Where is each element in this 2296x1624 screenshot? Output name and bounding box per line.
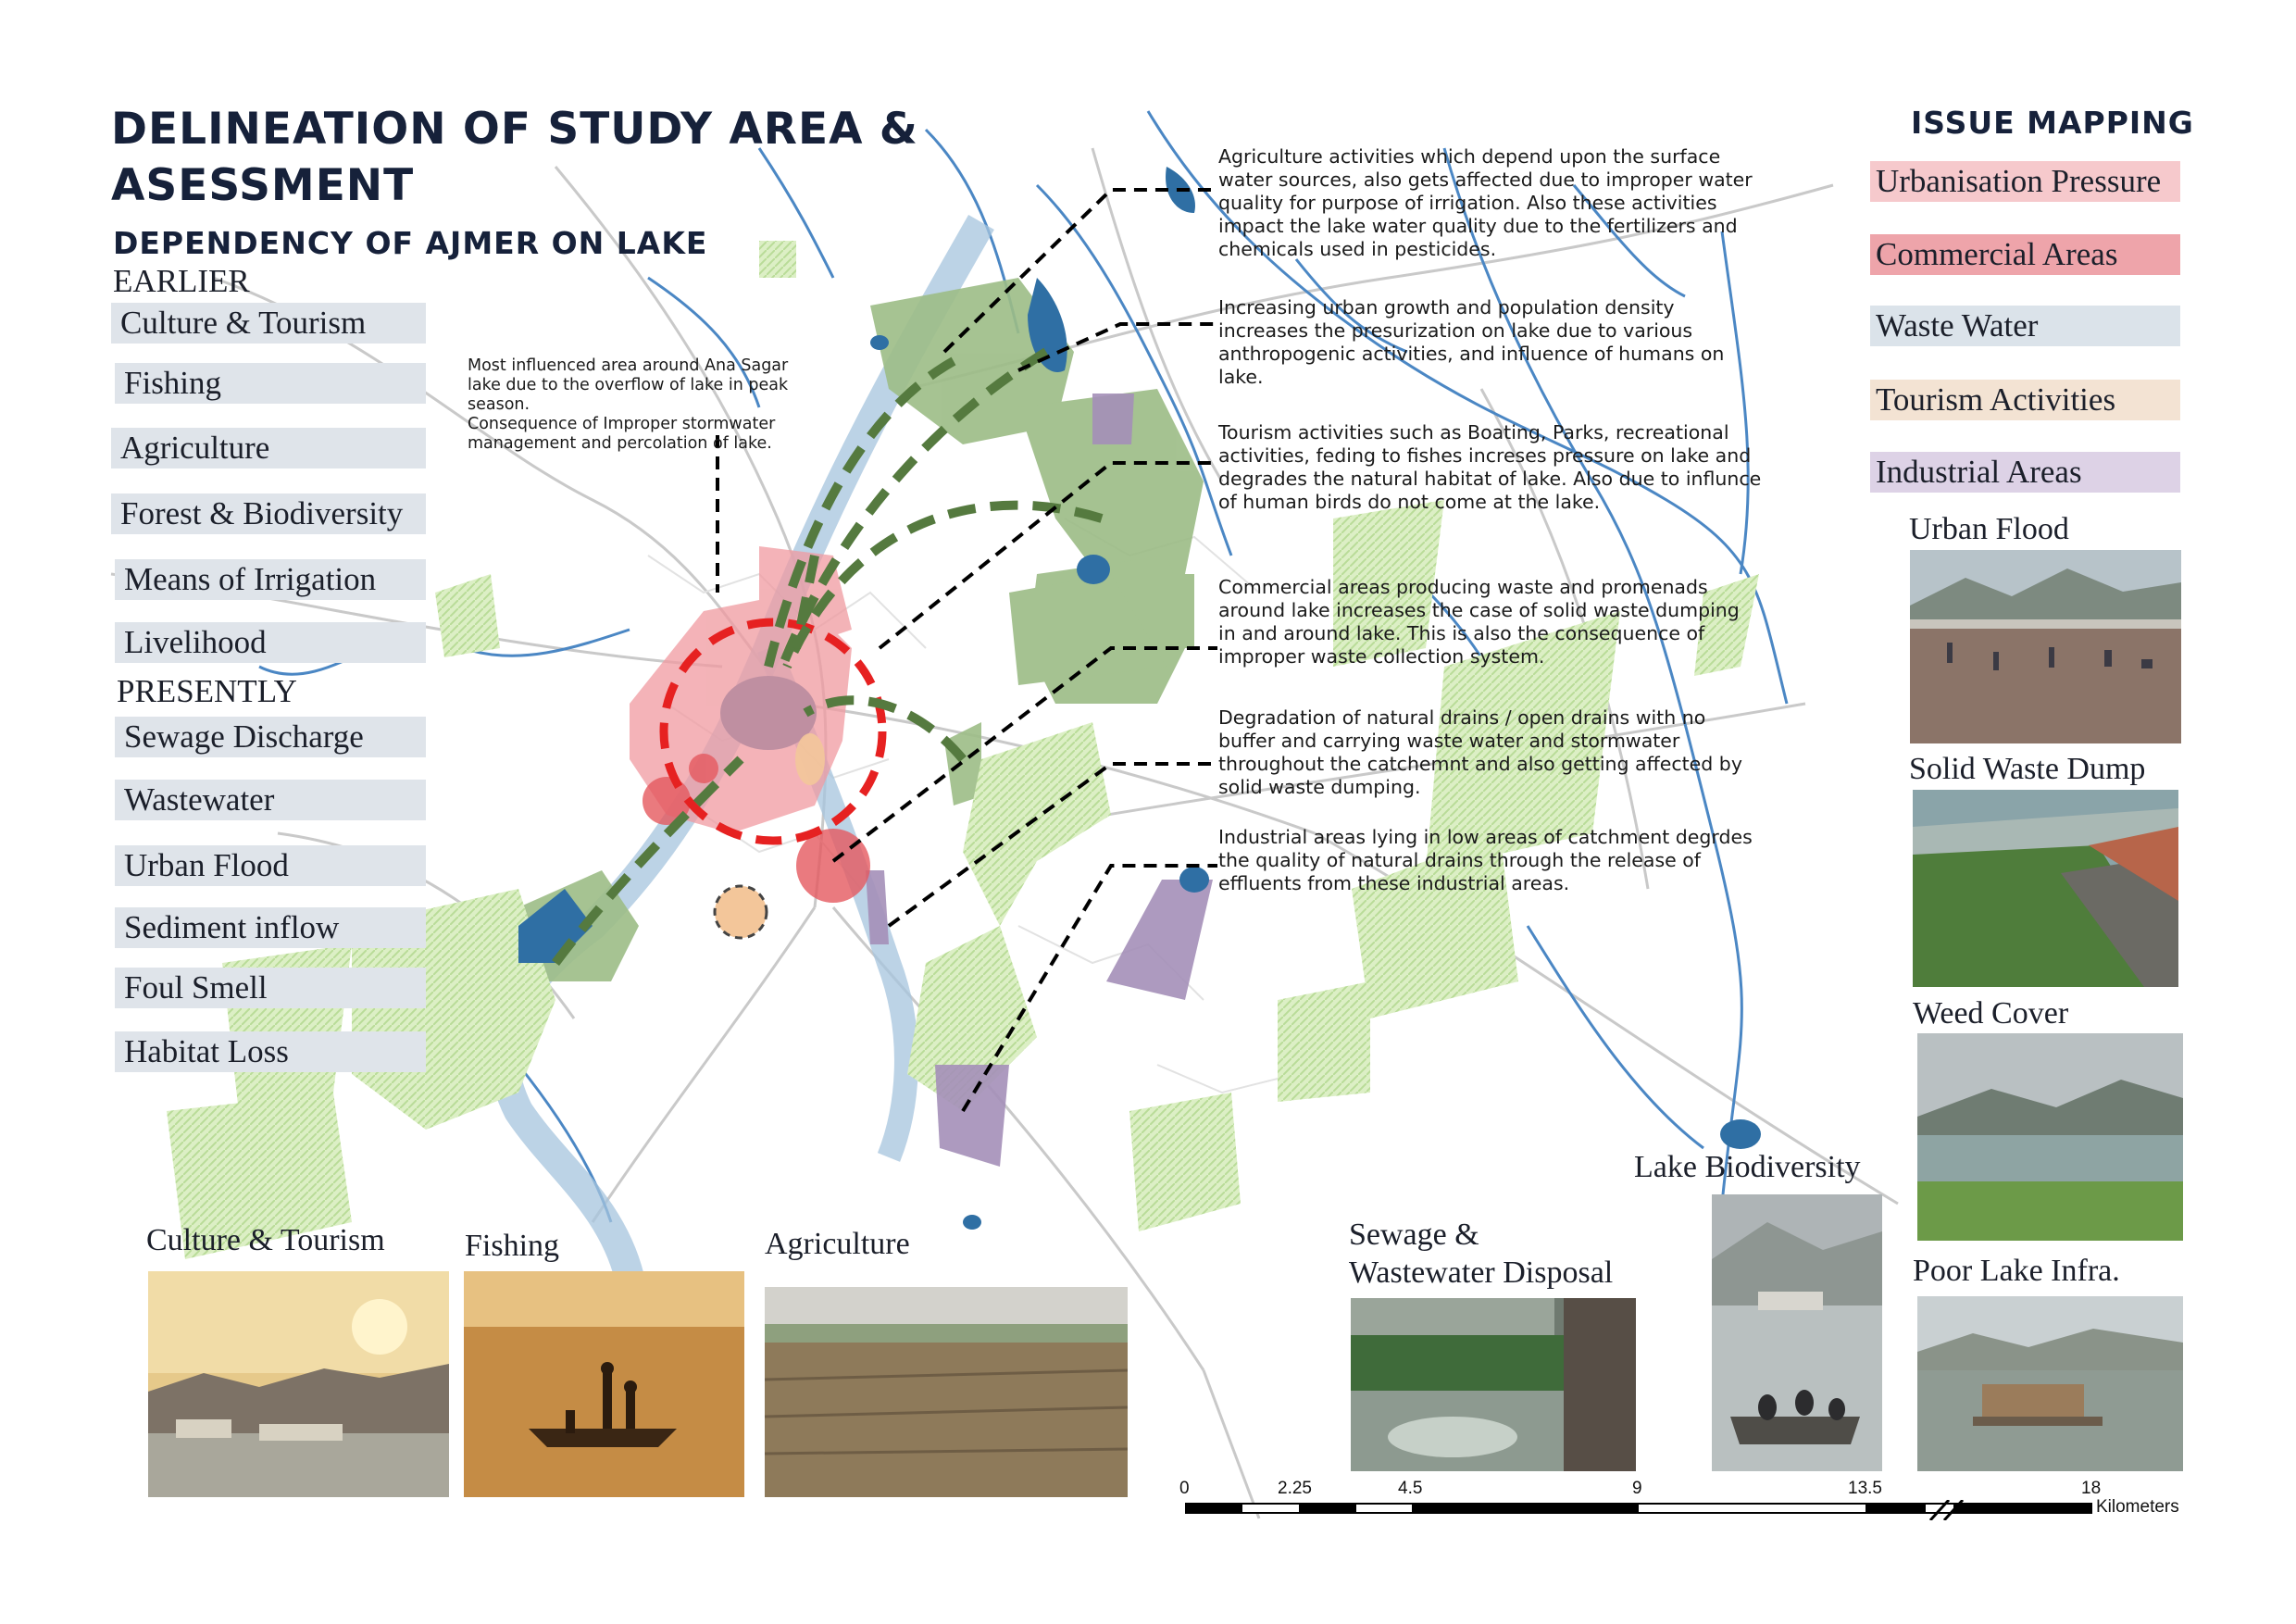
main-title-line2: ASESSMENT bbox=[111, 160, 415, 211]
photo-label-urban-flood: Urban Flood bbox=[1909, 512, 2069, 546]
annotation-tourism: Tourism activities such as Boating, Parks, recreational activities, feding to fishes increses pressure on lake and degrades the natural habitat of lake. Also due to influnce of human birds do not come at the lake. bbox=[1218, 421, 1762, 513]
photo-sewage bbox=[1351, 1298, 1636, 1471]
earlier-item: Agriculture bbox=[111, 428, 426, 468]
photo-urban-flood bbox=[1910, 550, 2181, 743]
annotation-drains: Degradation of natural drains / open drains with no buffer and carrying waste water and stormwater throughout the catchemnt and also getting affected by solid waste dumping. bbox=[1218, 706, 1742, 798]
legend-tourism: Tourism Activities bbox=[1870, 380, 2180, 420]
legend-industrial: Industrial Areas bbox=[1870, 452, 2180, 493]
issue-mapping-heading: ISSUE MAPPING bbox=[1911, 105, 2194, 141]
earlier-item: Culture & Tourism bbox=[111, 303, 426, 344]
presently-item: Sewage Discharge bbox=[115, 717, 426, 757]
photo-weed-cover bbox=[1917, 1033, 2183, 1241]
presently-item: Sediment inflow bbox=[115, 907, 426, 948]
legend-wastewater: Waste Water bbox=[1870, 306, 2180, 346]
annotation-agriculture: Agriculture activities which depend upon the surface water sources, also gets affected due to improper water quality for purpose of irrigation. Also these activities impact the lake water quality due to the fertilizers and chemicals used in pesticides. bbox=[1218, 145, 1753, 260]
earlier-item: Fishing bbox=[115, 363, 426, 404]
annotation-commercial: Commercial areas producing waste and promenads around lake increases the case of solid waste dumping in and around lake. This is also the consequence of improper waste collection system. bbox=[1218, 576, 1740, 668]
presently-item: Habitat Loss bbox=[115, 1031, 426, 1072]
photo-label-agriculture: Agriculture bbox=[765, 1227, 910, 1261]
photo-agriculture bbox=[765, 1287, 1128, 1497]
photo-label-sewage-line1: Sewage & bbox=[1349, 1218, 1479, 1252]
scale-tick-label: 4.5 bbox=[1398, 1479, 1423, 1498]
legend-commercial: Commercial Areas bbox=[1870, 234, 2180, 275]
scale-tick-label: 2.25 bbox=[1278, 1479, 1312, 1498]
presently-item: Wastewater bbox=[115, 780, 426, 820]
photo-culture-tourism bbox=[148, 1271, 449, 1497]
photo-fishing bbox=[464, 1271, 744, 1497]
earlier-item: Livelihood bbox=[115, 622, 426, 663]
photo-lake-biodiversity bbox=[1712, 1194, 1882, 1471]
scale-tick-label: 13.5 bbox=[1848, 1479, 1882, 1498]
photo-solid-waste bbox=[1913, 790, 2178, 987]
photo-label-sewage-line2: Wastewater Disposal bbox=[1349, 1255, 1614, 1290]
earlier-item: Means of Irrigation bbox=[115, 559, 426, 600]
earlier-item: Forest & Biodiversity bbox=[111, 493, 426, 534]
earlier-heading: EARLIER bbox=[113, 263, 250, 299]
annotation-industrial: Industrial areas lying in low areas of catchment degrdes the quality of natural drains through the release of effluents from these industrial areas. bbox=[1218, 826, 1753, 894]
scale-tick-label: 18 bbox=[2081, 1479, 2102, 1498]
scale-unit: Kilometers bbox=[2096, 1497, 2179, 1517]
photo-label-biodiversity: Lake Biodiversity bbox=[1634, 1150, 1861, 1184]
main-title-line1: DELINEATION OF STUDY AREA & bbox=[111, 104, 918, 155]
presently-heading: PRESENTLY bbox=[117, 673, 297, 709]
section-subtitle: DEPENDENCY OF AJMER ON LAKE bbox=[113, 225, 708, 261]
scale-tick-label: 9 bbox=[1632, 1479, 1642, 1498]
annotation-urban-growth: Increasing urban growth and population density increases the presurization on lake due to various anthropogenic activities, and influence of humans on lake. bbox=[1218, 296, 1725, 388]
scale-tick-label: 0 bbox=[1179, 1479, 1190, 1498]
presently-item: Foul Smell bbox=[115, 968, 426, 1008]
presently-item: Urban Flood bbox=[115, 845, 426, 886]
photo-label-solid-waste: Solid Waste Dump bbox=[1909, 752, 2146, 786]
legend-urbanisation: Urbanisation Pressure bbox=[1870, 161, 2180, 202]
photo-label-fishing: Fishing bbox=[465, 1229, 560, 1263]
photo-lake-infra bbox=[1917, 1296, 2183, 1471]
photo-label-weed-cover: Weed Cover bbox=[1913, 996, 2069, 1031]
photo-label-culture: Culture & Tourism bbox=[146, 1223, 385, 1257]
scale-bar-graphic bbox=[1185, 1500, 2092, 1520]
photo-label-lake-infra: Poor Lake Infra. bbox=[1913, 1254, 2120, 1288]
lake-influence-note: Most influenced area around Ana Sagar lake due to the overflow of lake in peak season. Consequence of Improper stormwater management and percolation of lake. bbox=[468, 356, 789, 453]
